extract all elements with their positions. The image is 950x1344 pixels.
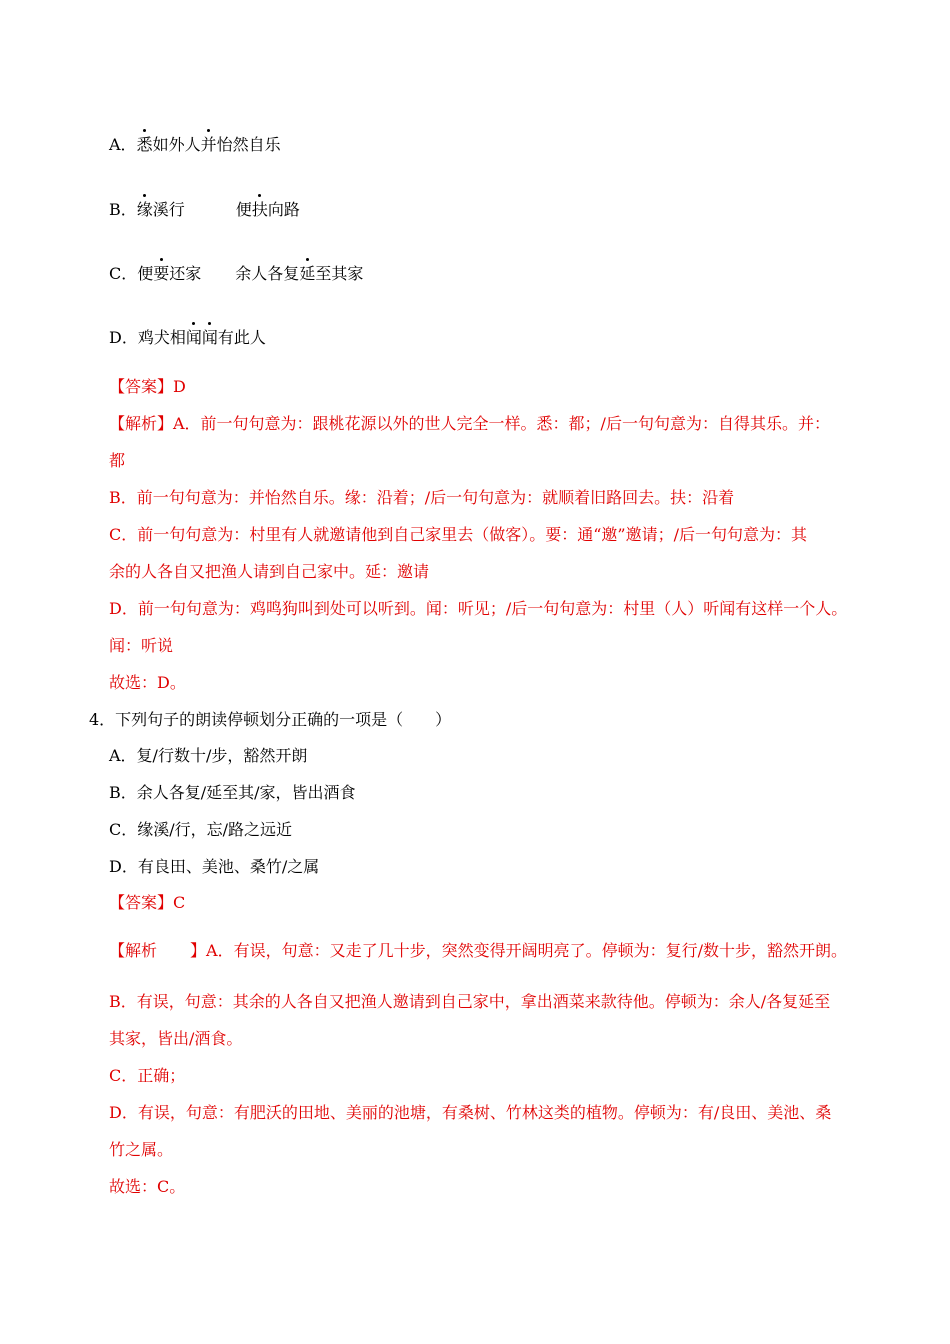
- dotted-char: 延: [299, 264, 316, 283]
- q4-choice: 故选：C。: [109, 1177, 186, 1196]
- dotted-char: 闻: [185, 328, 202, 347]
- q4-analysis-line: B．有误，句意：其余的人各自又把渔人邀请到自己家中，拿出酒菜来款待他。停顿为：余人/各复延至: [109, 992, 831, 1011]
- analysis-label: 【解析: [109, 941, 158, 960]
- option-prefix: A．: [109, 135, 137, 154]
- q4-analysis-line: D．有误，句意：有肥沃的田地、美丽的池塘，有桑树、竹林这类的植物。停顿为：有/良田、美池、桑: [109, 1103, 832, 1122]
- option-text: 向路: [267, 200, 300, 219]
- q4-analysis-line: 竹之属。: [109, 1140, 174, 1159]
- dotted-char: 闻: [201, 328, 218, 347]
- q4-option-b: B．余人各复/延至其/家，皆出酒食: [109, 783, 356, 802]
- q3-option-b: [109, 200, 300, 220]
- q4-analysis-line: A．有误，句意：又走了几十步，突然变得开阔明亮了。停顿为：复行/数十步，豁然开朗。: [206, 941, 847, 960]
- dotted-char: 要: [153, 264, 170, 283]
- option-text: 溪行: [152, 200, 185, 219]
- option-text: 便: [235, 200, 252, 219]
- q3-analysis-line: C．前一句句意为：村里有人就邀请他到自己家里去（做客）。要：通“邀”邀请；/后一句句意为：其: [109, 525, 807, 544]
- q3-option-c: [109, 264, 363, 284]
- option-prefix: B．: [109, 200, 137, 219]
- q3-analysis-line: 【解析】A．前一句句意为：跟桃花源以外的世人完全一样。悉：都；/后一句句意为：自得其乐。并：: [109, 414, 830, 433]
- analysis-label-bracket: 】: [190, 941, 207, 960]
- option-text: 怡然自乐: [216, 135, 281, 154]
- dotted-char: 悉: [136, 135, 153, 154]
- option-text: 至其家: [315, 264, 364, 283]
- q4-answer: 【答案】C: [109, 893, 186, 912]
- q4-question: 4．下列句子的朗读停顿划分正确的一项是（ ）: [89, 710, 452, 729]
- option-prefix: C．: [109, 264, 138, 283]
- q3-analysis-line: 余的人各自又把渔人请到自己家中。延：邀请: [109, 562, 430, 581]
- q3-analysis-line: 闻：听说: [109, 636, 174, 655]
- option-prefix: D．: [109, 328, 138, 347]
- dotted-char: 并: [200, 135, 217, 154]
- option-text: 余人各复: [235, 264, 300, 283]
- option-text: 如外人: [152, 135, 201, 154]
- q3-answer: 【答案】D: [109, 377, 186, 396]
- dotted-char: 缘: [136, 200, 153, 219]
- option-text: 还家: [169, 264, 202, 283]
- option-text: 便: [137, 264, 154, 283]
- q4-analysis-line: C．正确；: [109, 1066, 186, 1085]
- q3-option-d: [109, 328, 266, 348]
- q3-analysis-line: 都: [109, 451, 126, 470]
- q3-analysis-line: D．前一句句意为：鸡鸣狗叫到处可以听到。闻：听见；/后一句句意为：村里（人）听闻有这样一个人。: [109, 599, 848, 618]
- q4-analysis-first-line: [109, 941, 847, 961]
- q4-option-a: A．复/行数十/步，豁然开朗: [109, 746, 308, 765]
- q3-option-a: [109, 135, 281, 155]
- option-text: 有此人: [217, 328, 266, 347]
- q3-choice: 故选：D。: [109, 673, 186, 692]
- q3-analysis-line: B．前一句句意为：并怡然自乐。缘：沿着；/后一句句意为：就顺着旧路回去。扶：沿着: [109, 488, 735, 507]
- q4-option-d: D．有良田、美池、桑竹/之属: [109, 857, 320, 876]
- q4-analysis-line: 其家，皆出/酒食。: [109, 1029, 243, 1048]
- option-text: 鸡犬相: [137, 328, 186, 347]
- q4-option-c: C．缘溪/行，忘/路之远近: [109, 820, 293, 839]
- dotted-char: 扶: [251, 200, 268, 219]
